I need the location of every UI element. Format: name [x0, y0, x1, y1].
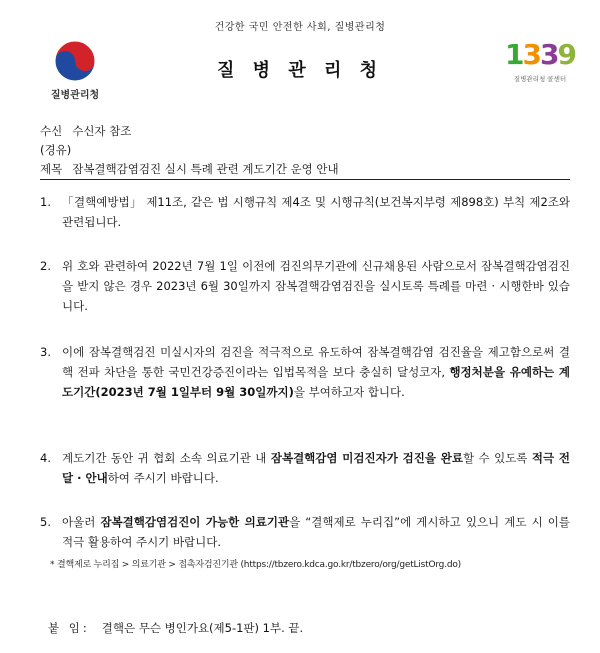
text-segment: 을 부여하고자 합니다.: [293, 385, 405, 399]
paragraph-number: 1.: [40, 195, 51, 209]
kdca-logo-text: 질병관리청: [50, 90, 100, 101]
paragraph-2: [40, 256, 570, 316]
paragraph-number: 3.: [40, 345, 51, 359]
subject-divider: [40, 179, 570, 180]
text-segment: 아울러: [62, 515, 101, 529]
recipient-line: [40, 122, 131, 140]
subject-value: 잠복결핵감염검진 실시 특례 관련 계도기간 운영 안내: [72, 162, 339, 176]
callcenter-logo-text: 질병관리청 콜센터: [513, 75, 567, 83]
paragraph-1: [40, 192, 570, 232]
callcenter-logo: [500, 38, 580, 104]
paragraph-5: [40, 512, 570, 552]
paragraph-number: 2.: [40, 259, 51, 273]
paragraph-number: 4.: [40, 451, 51, 465]
subject-line: [40, 160, 339, 178]
footnote-link[interactable]: * 결핵제로 누리집 > 의료기관 > 접촉자검진기관 (https://tbzero.kdca.go.kr/tbzero/org/getListOrg.do): [50, 560, 461, 570]
bold-segment: 잠복결핵감염 미검진자가 검진을 완료: [270, 451, 463, 465]
digit-4: 9: [557, 38, 575, 71]
text-segment: 하여 주시기 바랍니다.: [107, 471, 219, 485]
recipient-value: 수신자 참조: [72, 124, 132, 138]
paragraph-3: [40, 342, 570, 402]
via-value: (경유): [40, 143, 72, 157]
via-line: [40, 141, 71, 159]
slogan: 건강한 국민 안전한 사회, 질병관리청: [214, 22, 386, 33]
paragraph-text: [62, 512, 570, 552]
bold-segment: 행정처분을 유예하는 계도기간(2023년 7월 1일부터 9월 30일까지): [62, 365, 570, 399]
attachment-value: 결핵은 무슨 병인가요(제5-1판) 1부. 끝.: [101, 621, 304, 635]
callcenter-number: [500, 38, 580, 72]
attachment-line: [48, 619, 303, 637]
paragraph-text: [62, 342, 570, 402]
recipient-label: 수신: [40, 124, 63, 138]
text-segment: 을 “결핵제로 누리집”에 게시하고 있으니 계도 시 이를 적극 활용하여 주시기 바랍니다.: [62, 515, 571, 549]
bold-segment: 잠복결핵감염검진이 가능한 의료기관: [100, 515, 290, 529]
digit-1: 1: [505, 38, 523, 71]
doc-title: 질 병 관 리 청: [216, 60, 383, 81]
digit-2: 3: [522, 38, 540, 71]
text-segment: 이에 잠복결핵검진 미실시자의 검진을 적극적으로 유도하여 잠복결핵감염 검진율을 제고함으로써 결핵 전파 차단을 통한 국민건강증진이라는 입법목적을 보다 충실히 달성코자,: [62, 345, 570, 379]
paragraph-text: [62, 448, 570, 488]
subject-label: 제목: [40, 162, 63, 176]
digit-3: 3: [540, 38, 558, 71]
paragraph-text: 「결핵예방법」 제11조, 같은 법 시행규칙 제4조 및 시행규칙(보건복지부령 제898호) 부칙 제2조와 관련됩니다.: [62, 195, 570, 229]
bold-segment: 적극 전달 · 안내: [62, 451, 570, 485]
paragraph-text: 위 호와 관련하여 2022년 7월 1일 이전에 검진의무기관에 신규채용된 사람으로서 잠복결핵감염검진을 받지 않은 경우 2023년 6월 30일까지 잠복결핵감염검진을 실시토록 특례를 마련 · 시행한바 있습니다.: [62, 259, 570, 313]
text-segment: 계도기간 동안 귀 협회 소속 의료기관 내: [62, 451, 271, 465]
attachment-label: 붙 임:: [48, 621, 90, 635]
paragraph-number: 5.: [40, 515, 51, 529]
text-segment: 할 수 있도록: [462, 451, 532, 465]
paragraph-4: [40, 448, 570, 488]
